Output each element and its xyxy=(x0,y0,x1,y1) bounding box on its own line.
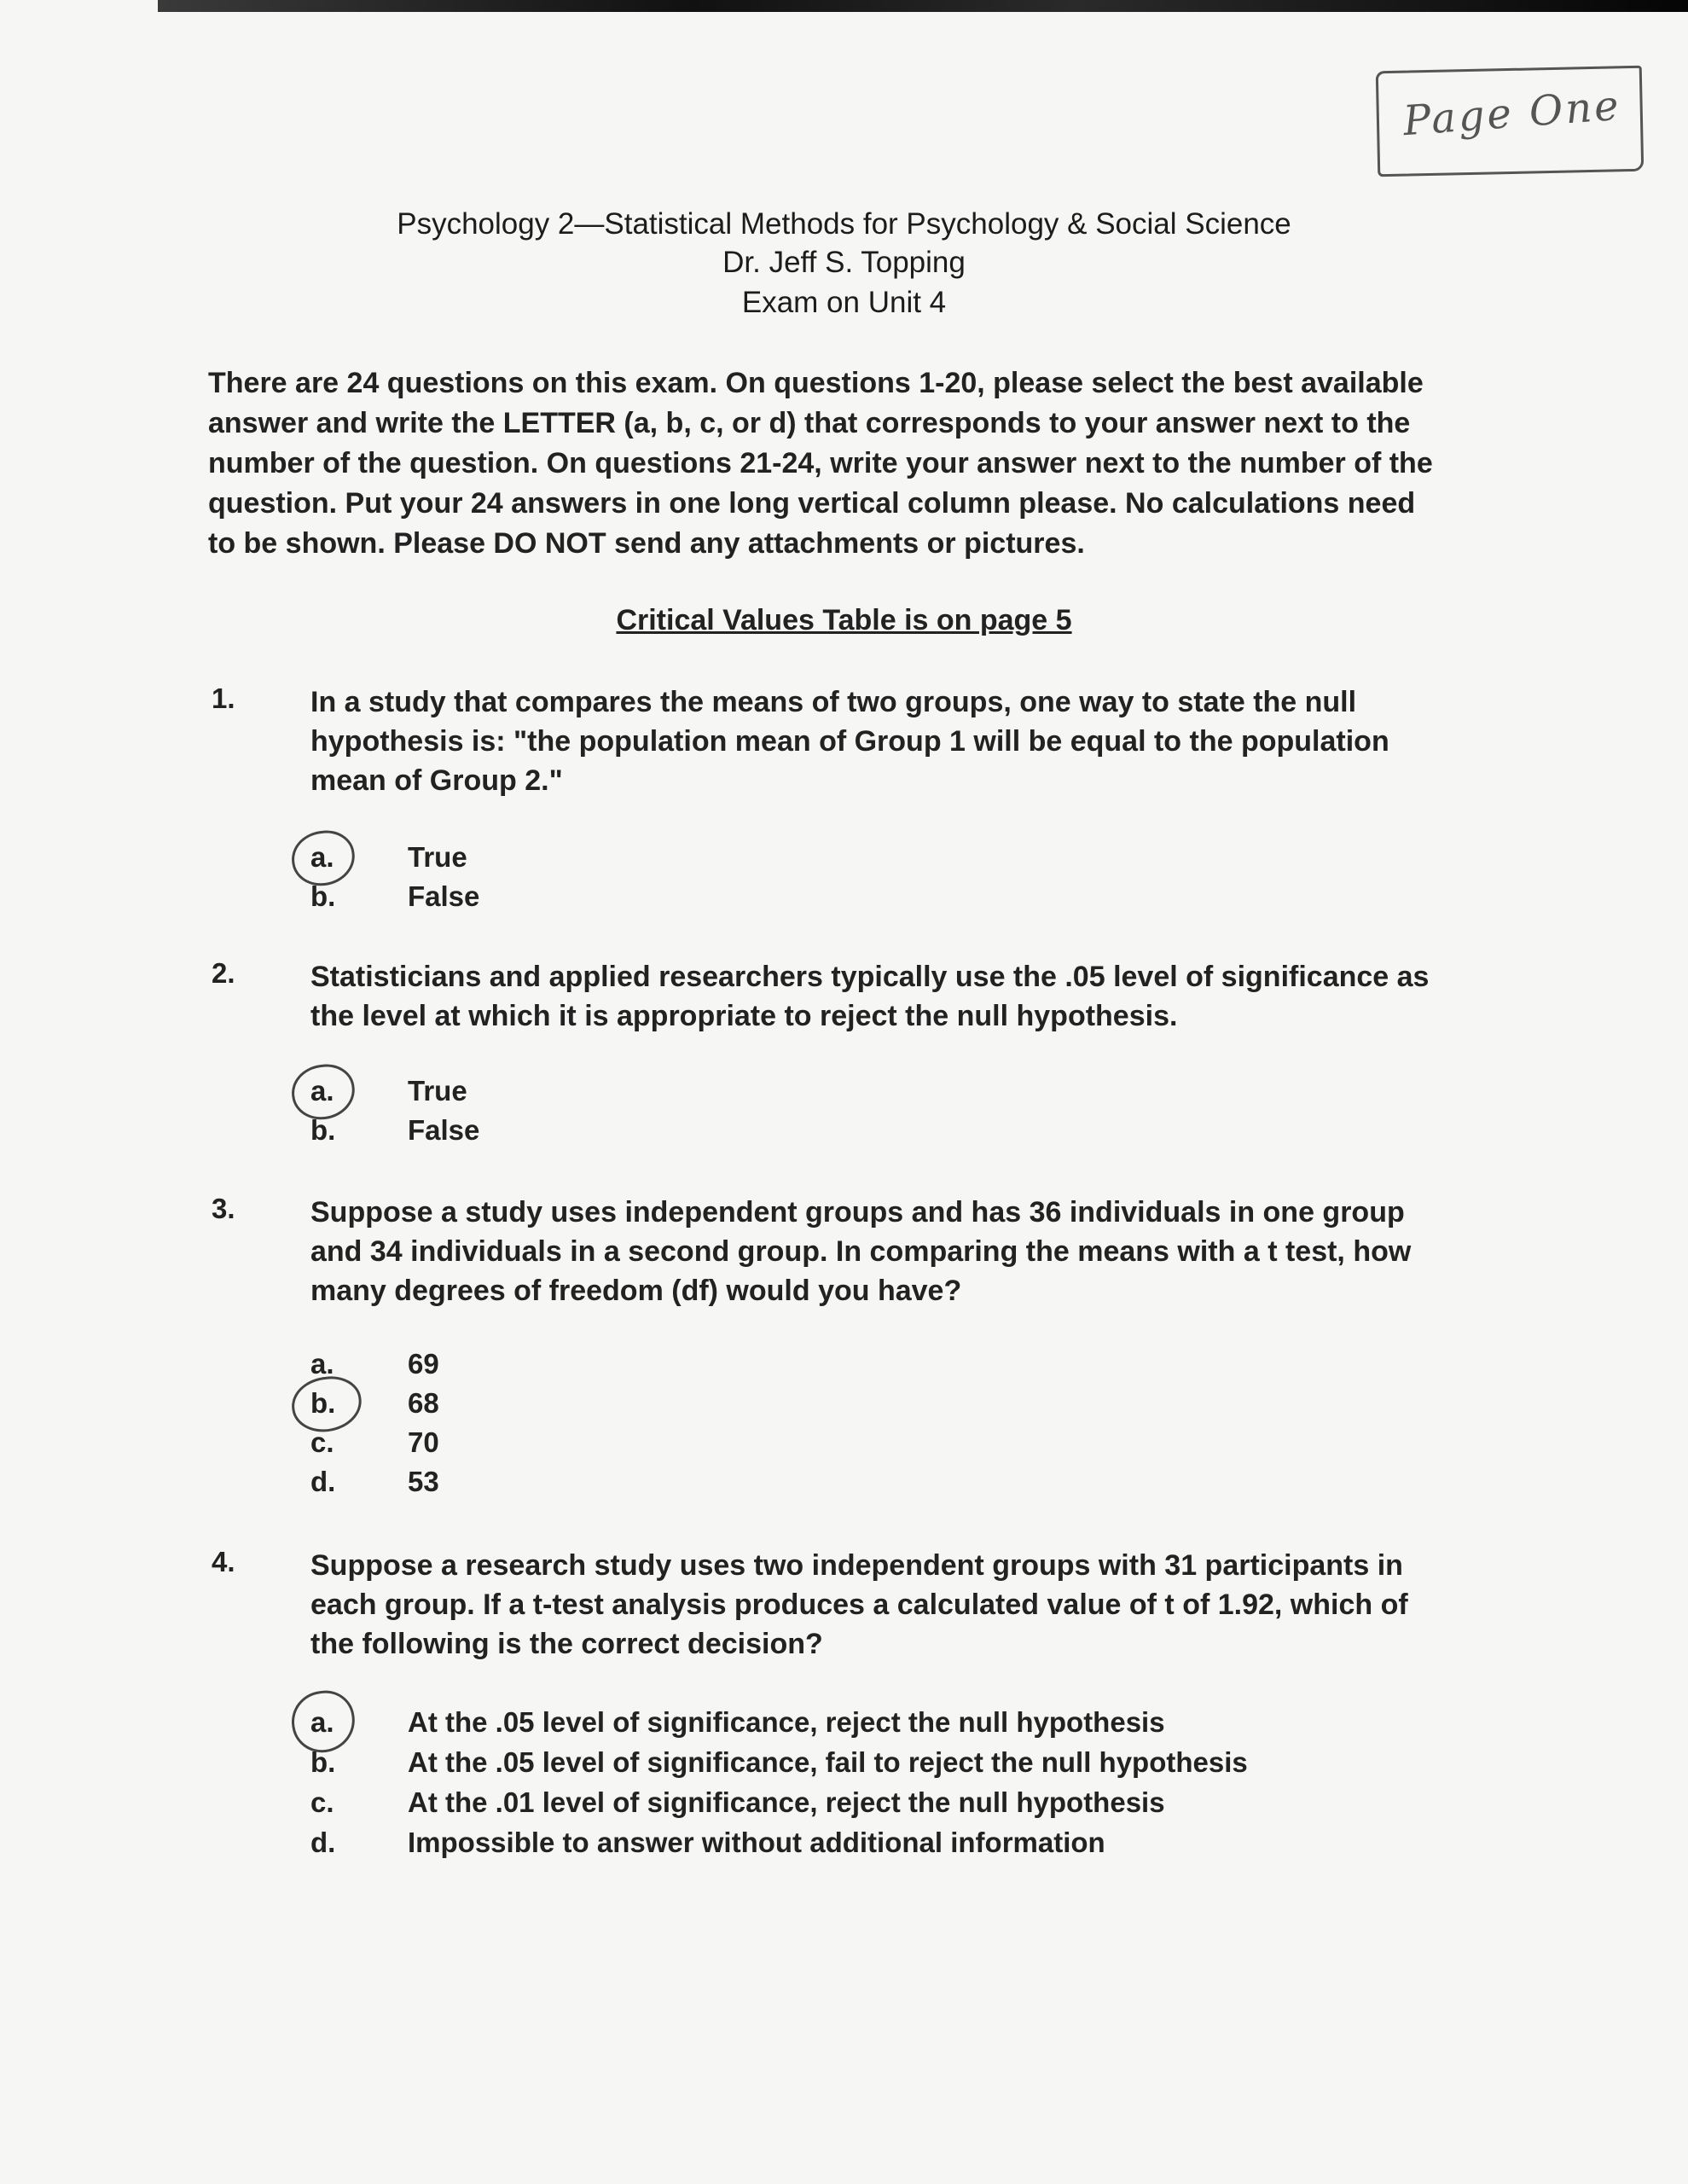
option-letter: a. xyxy=(310,1075,334,1107)
option-a xyxy=(0,1075,1688,1114)
option-text: 69 xyxy=(408,1348,439,1380)
critical-values-note: Critical Values Table is on page 5 xyxy=(616,604,1072,636)
exam-title: Exam on Unit 4 xyxy=(741,286,947,319)
option-c xyxy=(0,1426,1688,1466)
option-c xyxy=(0,1786,1688,1826)
exam-instructions: There are 24 questions on this exam. On questions 1-20, please select the best available answer and write the LETTER (a, b, c, or d) that corresponds to your answer next to the number of the question. On questions 21-24, write your answer next to the number of the question. Put your 24 answers in one long vertical column please. No calculations need to be shown. Please DO NOT send any attachments or pictures. xyxy=(208,367,1433,560)
option-d xyxy=(0,1827,1688,1866)
option-b xyxy=(0,1387,1688,1426)
option-letter: b. xyxy=(310,1746,336,1778)
question-number: 1. xyxy=(212,682,235,714)
option-text: Impossible to answer without additional information xyxy=(408,1827,1105,1858)
option-text: At the .01 level of significance, reject the null hypothesis xyxy=(408,1786,1165,1818)
option-text: At the .05 level of significance, fail to reject the null hypothesis xyxy=(408,1746,1248,1778)
option-letter: d. xyxy=(310,1466,336,1497)
question-number: 3. xyxy=(212,1193,235,1224)
option-text: True xyxy=(408,841,467,873)
option-a xyxy=(0,841,1688,880)
option-letter: a. xyxy=(310,841,334,873)
option-b xyxy=(0,1746,1688,1786)
option-text: True xyxy=(408,1075,467,1107)
option-letter: c. xyxy=(310,1426,334,1458)
option-letter: d. xyxy=(310,1827,336,1858)
option-a xyxy=(0,1348,1688,1387)
option-text: False xyxy=(408,880,480,912)
option-a xyxy=(0,1706,1688,1745)
question-text: Suppose a study uses independent groups and has 36 individuals in one group and 34 individuals in a second group. In comparing the means with a t test, how many degrees of freedom (df) would you have? xyxy=(310,1196,1412,1307)
page-label-text: Page One xyxy=(1401,81,1623,146)
option-text: False xyxy=(408,1114,480,1146)
option-letter: b. xyxy=(310,1114,336,1146)
question-text: Suppose a research study uses two independent groups with 31 participants in each group. If a t-test analysis produces a calculated value of t of 1.92, which of the following is the correct decision? xyxy=(310,1549,1408,1660)
course-title: Psychology 2—Statistical Methods for Psychology & Social Science xyxy=(397,207,1291,241)
question-text: Statisticians and applied researchers typically use the .05 level of significance as the level at which it is appropriate to reject the null hypothesis. xyxy=(310,961,1430,1032)
option-text: 53 xyxy=(408,1466,439,1497)
option-text: 68 xyxy=(408,1387,439,1419)
option-b xyxy=(0,1114,1688,1153)
question-number: 2. xyxy=(212,957,235,989)
question-number: 4. xyxy=(212,1546,235,1577)
option-letter: a. xyxy=(310,1706,334,1738)
option-d xyxy=(0,1466,1688,1505)
instructor-name: Dr. Jeff S. Topping xyxy=(722,246,966,279)
handwritten-page-label xyxy=(1376,66,1644,177)
option-letter: b. xyxy=(310,1387,336,1419)
option-letter: c. xyxy=(310,1786,334,1818)
scan-edge-band xyxy=(158,0,1688,12)
option-text: At the .05 level of significance, reject the null hypothesis xyxy=(408,1706,1165,1738)
option-b xyxy=(0,880,1688,920)
option-letter: a. xyxy=(310,1348,334,1380)
question-text: In a study that compares the means of two groups, one way to state the null hypothesis is: "the population mean of Group 1 will be equal to the population mean of Group 2." xyxy=(310,686,1389,797)
option-text: 70 xyxy=(408,1426,439,1458)
option-letter: b. xyxy=(310,880,336,912)
